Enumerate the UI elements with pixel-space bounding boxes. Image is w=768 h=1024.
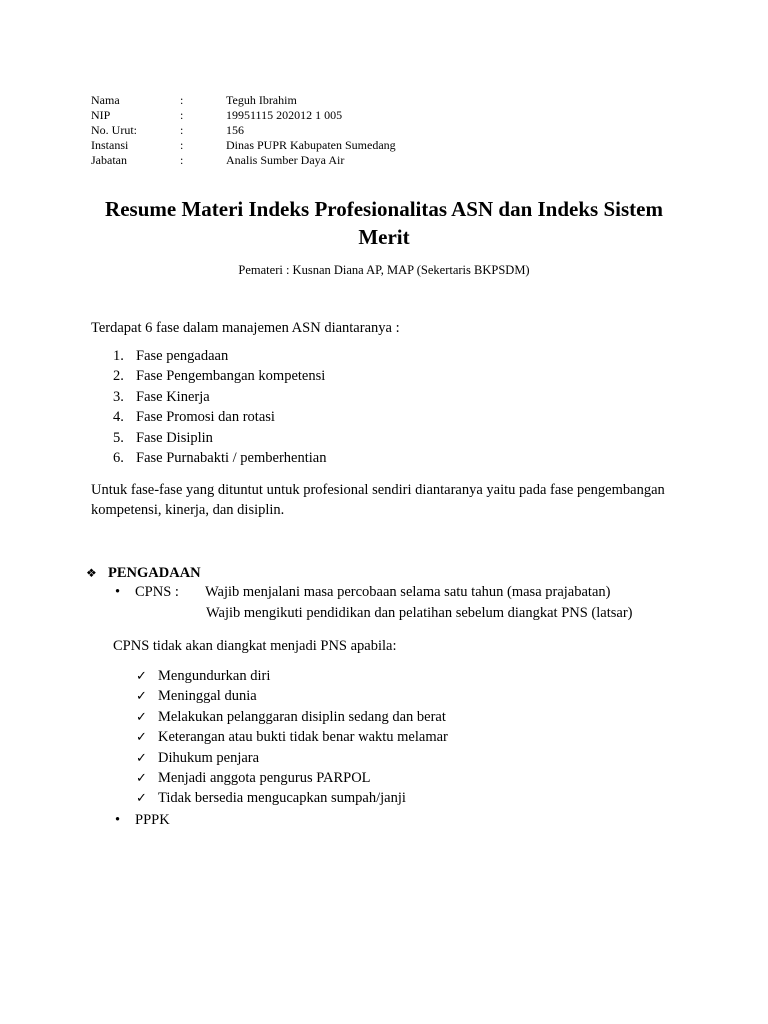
info-row-nama <box>91 93 396 108</box>
list-text: Fase Kinerja <box>136 388 210 405</box>
list-item <box>136 686 448 706</box>
list-text: Meninggal dunia <box>158 688 257 705</box>
list-text: Fase Disiplin <box>136 429 213 446</box>
list-number: 6. <box>113 449 124 466</box>
checkmark-icon: ✓ <box>136 729 147 745</box>
info-row-instansi <box>91 138 396 153</box>
info-value: 156 <box>226 123 244 137</box>
pppk-item <box>115 810 170 830</box>
list-text: Fase Pengembangan kompetensi <box>136 368 326 385</box>
cpns-condition-text: CPNS tidak akan diangkat menjadi PNS apabila: <box>113 638 397 654</box>
list-item <box>113 428 326 448</box>
checkmark-icon: ✓ <box>136 790 147 806</box>
list-item <box>136 666 448 686</box>
list-item <box>113 407 326 427</box>
title-line-1: Resume Materi Indeks Profesionalitas ASN dan Indeks Sistem <box>105 197 663 221</box>
info-row-nip <box>91 108 396 123</box>
list-number: 3. <box>113 388 124 405</box>
list-number: 2. <box>113 368 124 385</box>
cpns-note-1: Wajib menjalani masa percobaan selama satu tahun (masa prajabatan) <box>205 584 611 600</box>
identity-block <box>91 93 396 168</box>
condition-list <box>136 666 448 809</box>
info-label: No. Urut: <box>91 123 137 137</box>
list-number: 4. <box>113 409 124 426</box>
list-item <box>136 748 448 768</box>
presenter-line: Pemateri : Kusnan Diana AP, MAP (Sekertaris BKPSDM) <box>238 263 530 277</box>
list-text: Fase pengadaan <box>136 348 229 364</box>
info-label: Nama <box>91 93 120 107</box>
list-item <box>136 707 448 727</box>
info-value: Analis Sumber Daya Air <box>226 153 345 167</box>
list-item <box>136 727 448 747</box>
info-value: Teguh Ibrahim <box>226 93 297 107</box>
info-label: NIP <box>91 108 111 122</box>
info-value: Dinas PUPR Kabupaten Sumedang <box>226 138 396 152</box>
list-item <box>113 448 326 468</box>
paragraph-line-1: Untuk fase-fase yang dituntut untuk profesional sendiri diantaranya yaitu pada fase pengembangan <box>91 482 665 498</box>
list-text: Dihukum penjara <box>158 749 260 766</box>
list-text: Tidak bersedia mengucapkan sumpah/janji <box>158 790 406 807</box>
list-text: Keterangan atau bukti tidak benar waktu melamar <box>158 729 448 746</box>
info-row-no-urut <box>91 123 396 138</box>
checkmark-icon: ✓ <box>136 668 147 683</box>
checkmark-icon: ✓ <box>136 688 147 704</box>
list-text: Mengundurkan diri <box>158 668 271 684</box>
list-text: Fase Purnabakti / pemberhentian <box>136 449 327 466</box>
info-label: Instansi <box>91 138 129 152</box>
info-colon: : <box>180 93 184 107</box>
bullet-icon: • <box>115 584 121 600</box>
cpns-label: CPNS : <box>135 584 179 600</box>
info-value: 19951115 202012 1 005 <box>226 108 343 122</box>
pppk-label: PPPK <box>135 812 170 828</box>
section-heading-pengadaan <box>86 563 201 583</box>
info-label: Jabatan <box>91 153 127 167</box>
summary-paragraph <box>91 480 691 520</box>
checkmark-icon: ✓ <box>136 769 147 785</box>
cpns-note-2: Wajib mengikuti pendidikan dan pelatihan sebelum diangkat PNS (latsar) <box>206 605 633 621</box>
list-item <box>113 366 326 386</box>
title-line-2: Merit <box>358 225 410 249</box>
bullet-icon: • <box>115 812 121 828</box>
list-item <box>113 387 326 407</box>
checkmark-icon: ✓ <box>136 749 147 765</box>
checkmark-icon: ✓ <box>136 708 147 724</box>
info-colon: : <box>180 153 184 167</box>
list-item <box>113 346 326 366</box>
list-number: 1. <box>113 348 124 364</box>
document-title <box>84 195 684 251</box>
list-text: Fase Promosi dan rotasi <box>136 409 275 426</box>
info-row-jabatan <box>91 153 396 168</box>
list-text: Melakukan pelanggaran disiplin sedang dan berat <box>158 708 446 725</box>
list-text: Menjadi anggota pengurus PARPOL <box>158 769 371 786</box>
list-item <box>136 768 448 788</box>
cpns-item <box>115 582 610 602</box>
info-colon: : <box>180 108 184 122</box>
list-item <box>136 788 448 808</box>
info-colon: : <box>180 123 184 137</box>
phase-list <box>113 346 326 468</box>
paragraph-line-2: kompetensi, kinerja, dan disiplin. <box>91 502 285 518</box>
section-title: PENGADAAN <box>108 565 201 581</box>
info-colon: : <box>180 138 184 152</box>
diamond-bullet-icon: ❖ <box>86 566 97 580</box>
intro-text: Terdapat 6 fase dalam manajemen ASN diantaranya : <box>91 320 400 336</box>
list-number: 5. <box>113 429 124 446</box>
